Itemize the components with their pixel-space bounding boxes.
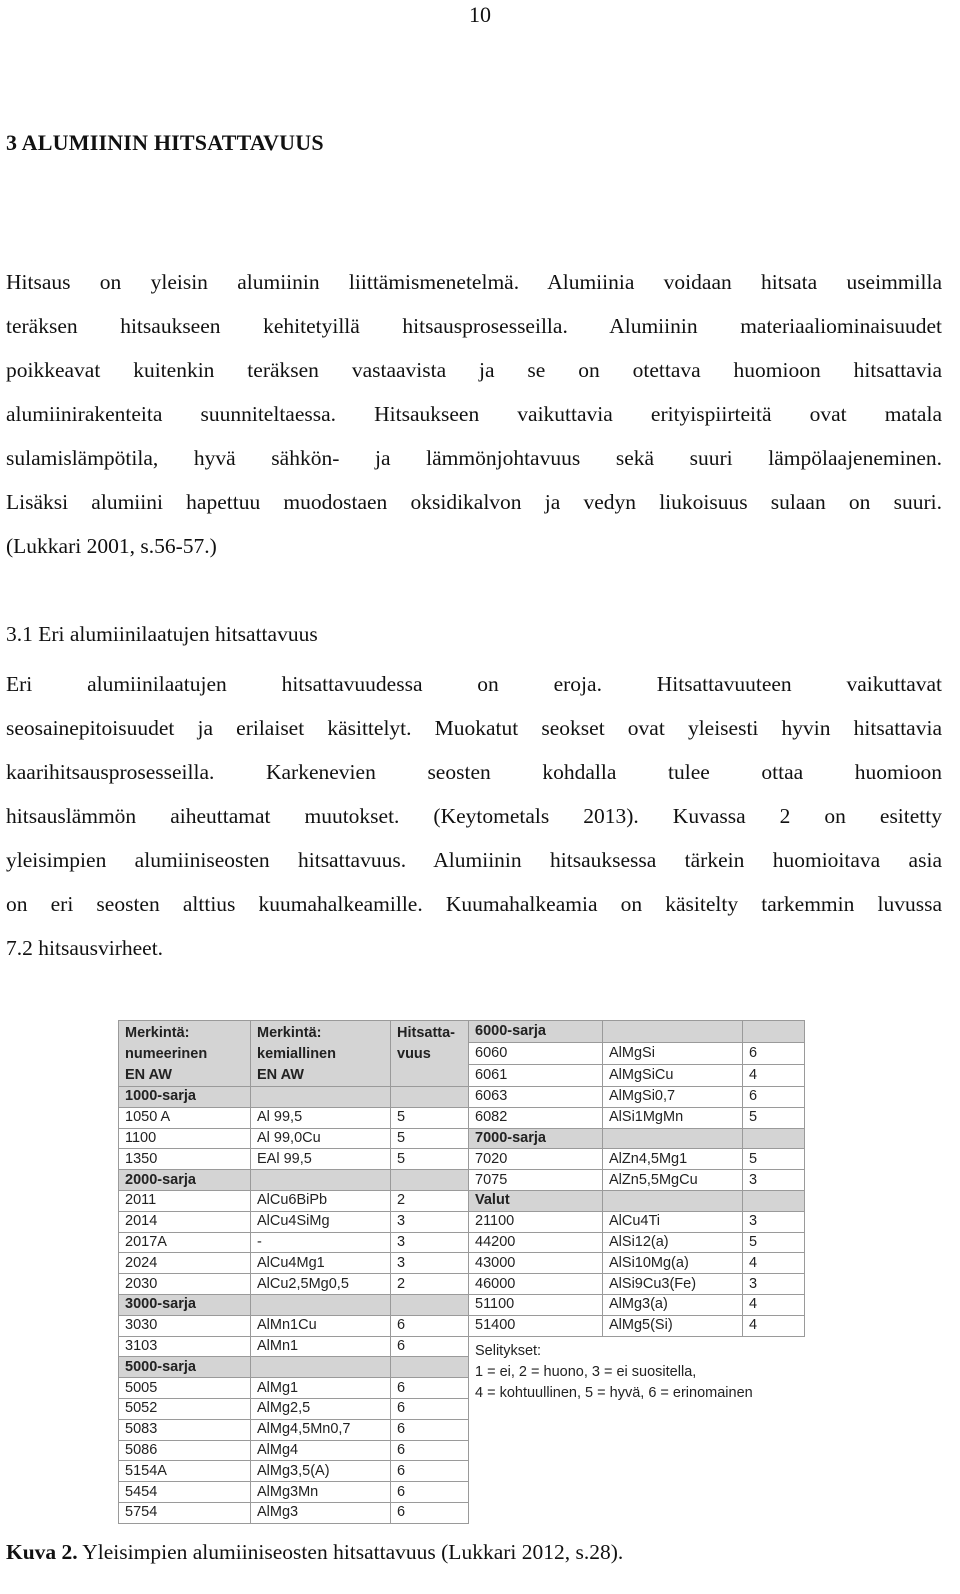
weldability-value: 6 (391, 1502, 469, 1523)
header-line: numeerinen (125, 1046, 208, 1062)
table-cell (743, 1128, 805, 1149)
header-line: Merkintä: (125, 1025, 190, 1041)
alloy-number: 2014 (119, 1211, 251, 1232)
text-line: yleisimpien alumiiniseosten hitsattavuus. Alumiinin hitsauksessa tärkein huomioitava asia (6, 848, 942, 872)
weldability-value: 5 (391, 1128, 469, 1149)
table-row (119, 1336, 805, 1357)
alloy-number: 1100 (119, 1128, 251, 1149)
alloy-number: 2011 (119, 1190, 251, 1211)
weldability-value: 4 (743, 1253, 805, 1274)
weldability-value: 6 (391, 1398, 469, 1419)
alloy-number: 7020 (469, 1149, 603, 1170)
alloy-chemical: AlMg3,5(A) (251, 1461, 391, 1482)
weldability-value: 6 (391, 1378, 469, 1399)
figure-caption (6, 1540, 623, 1565)
legend-line: 1 = ei, 2 = huono, 3 = ei suositella, (475, 1363, 697, 1380)
weldability-value: 6 (391, 1482, 469, 1503)
alloy-chemical: AlCu4Mg1 (251, 1253, 391, 1274)
header-chemical (251, 1021, 391, 1087)
weldability-value: 3 (391, 1211, 469, 1232)
weldability-value: 6 (391, 1315, 469, 1336)
alloy-chemical: EAl 99,5 (251, 1149, 391, 1170)
text-line: alumiinirakenteita suunniteltaessa. Hitsaukseen vaikuttavia erityispiirteitä ovat matala (6, 402, 942, 426)
text-line: kaarihitsausprosesseilla. Karkenevien seosten kohdalla tulee ottaa huomioon (6, 760, 942, 784)
page-number: 10 (469, 2, 491, 27)
table-row (119, 1315, 805, 1336)
text-line: on eri seosten alttius kuumahalkeamille. Kuumahalkeamia on käsitelty tarkemmin luvussa (6, 892, 942, 916)
header-line: EN AW (125, 1067, 172, 1083)
alloy-chemical: AlMg3Mn (251, 1482, 391, 1503)
table-cell (743, 1190, 805, 1211)
text-line: poikkeavat kuitenkin teräksen vastaavista ja se on otettava huomioon hitsattavia (6, 358, 942, 382)
table-cell (603, 1190, 743, 1211)
alloy-chemical: AlMg2,5 (251, 1398, 391, 1419)
paragraph-weldability (6, 662, 942, 970)
alloy-chemical: AlMn1Cu (251, 1315, 391, 1336)
table-row (119, 1128, 805, 1149)
table-row (119, 1274, 805, 1295)
weldability-value: 4 (743, 1315, 805, 1336)
alloy-chemical: AlCu6BiPb (251, 1190, 391, 1211)
table-cell (391, 1357, 469, 1378)
table-cell (391, 1294, 469, 1315)
table-cell (391, 1087, 469, 1108)
alloy-chemical: AlZn4,5Mg1 (603, 1149, 743, 1170)
table-cell (251, 1087, 391, 1108)
table-cell (743, 1021, 805, 1043)
alloy-chemical: Al 99,0Cu (251, 1128, 391, 1149)
weldability-value: 3 (391, 1232, 469, 1253)
alloy-number: 3030 (119, 1315, 251, 1336)
alloy-number: 5086 (119, 1440, 251, 1461)
alloy-chemical: AlCu2,5Mg0,5 (251, 1274, 391, 1295)
alloy-chemical: Al 99,5 (251, 1107, 391, 1128)
table-cell (251, 1357, 391, 1378)
weldability-value: 3 (743, 1274, 805, 1295)
alloy-chemical: AlCu4SiMg (251, 1211, 391, 1232)
table-cell (603, 1021, 743, 1043)
weldability-value: 2 (391, 1190, 469, 1211)
header-line: kemiallinen (257, 1046, 336, 1062)
table-row (119, 1149, 805, 1170)
alloy-number: 5005 (119, 1378, 251, 1399)
alloy-chemical: AlSi10Mg(a) (603, 1253, 743, 1274)
alloy-chemical: - (251, 1232, 391, 1253)
weldability-table-figure (118, 1020, 805, 1524)
text-line: Lisäksi alumiini hapettuu muodostaen oksidikalvon ja vedyn liukoisuus sulaan on suuri. (6, 490, 942, 514)
table-cell (251, 1294, 391, 1315)
alloy-number: 1350 (119, 1149, 251, 1170)
alloy-number: 2030 (119, 1274, 251, 1295)
alloy-number: 5754 (119, 1502, 251, 1523)
alloy-chemical: AlMgSi (603, 1043, 743, 1065)
table-row (119, 1232, 805, 1253)
text-line: sulamislämpötila, hyvä sähkön- ja lämmönjohtavuus sekä suuri lämpölaajeneminen. (6, 446, 942, 470)
alloy-number: 6060 (469, 1043, 603, 1065)
weldability-value: 5 (743, 1107, 805, 1128)
weldability-value: 3 (743, 1211, 805, 1232)
alloy-number: 5083 (119, 1419, 251, 1440)
alloy-chemical: AlMg1 (251, 1378, 391, 1399)
group-label: 7000-sarja (469, 1128, 603, 1149)
alloy-number: 6061 (469, 1065, 603, 1087)
text-line: (Lukkari 2001, s.56-57.) (6, 534, 217, 558)
alloy-number: 51100 (469, 1294, 603, 1315)
table-row (119, 1087, 805, 1108)
alloy-number: 3103 (119, 1336, 251, 1357)
group-label: 5000-sarja (119, 1357, 251, 1378)
header-weldability (391, 1021, 469, 1087)
alloy-chemical: AlMn1 (251, 1336, 391, 1357)
weldability-value: 4 (743, 1294, 805, 1315)
alloy-number: 5454 (119, 1482, 251, 1503)
alloy-chemical: AlMg4 (251, 1440, 391, 1461)
group-label: 3000-sarja (119, 1294, 251, 1315)
table-row (119, 1021, 805, 1043)
text-line: hitsauslämmön aiheuttamat muutokset. (Keytometals 2013). Kuvassa 2 on esitetty (6, 804, 942, 828)
table-row (119, 1211, 805, 1232)
weldability-value: 2 (391, 1274, 469, 1295)
text-line: teräksen hitsaukseen kehitetyillä hitsausprosesseilla. Alumiinin materiaaliominaisuudet (6, 314, 942, 338)
weldability-value: 5 (391, 1149, 469, 1170)
alloy-chemical: AlCu4Ti (603, 1211, 743, 1232)
alloy-chemical: AlSi12(a) (603, 1232, 743, 1253)
alloy-number: 1050 A (119, 1107, 251, 1128)
alloy-number: 7075 (469, 1170, 603, 1191)
header-line: Hitsatta- (397, 1025, 456, 1041)
weldability-value: 6 (391, 1440, 469, 1461)
alloy-number: 5052 (119, 1398, 251, 1419)
caption-label: Kuva 2. (6, 1540, 78, 1564)
alloy-number: 2024 (119, 1253, 251, 1274)
alloy-chemical: AlMg4,5Mn0,7 (251, 1419, 391, 1440)
group-label: 6000-sarja (469, 1021, 603, 1043)
weldability-value: 3 (743, 1170, 805, 1191)
text-line: 7.2 hitsausvirheet. (6, 936, 164, 960)
caption-text: Yleisimpien alumiiniseosten hitsattavuus (Lukkari 2012, s.28). (77, 1540, 624, 1564)
group-label: 2000-sarja (119, 1170, 251, 1191)
alloy-number: 51400 (469, 1315, 603, 1336)
group-label: 1000-sarja (119, 1087, 251, 1108)
table-row (119, 1190, 805, 1211)
chapter-heading: 3 ALUMIININ HITSATTAVUUS (6, 130, 324, 155)
weldability-value: 5 (743, 1149, 805, 1170)
alloy-chemical: AlMg3 (251, 1502, 391, 1523)
table-row (119, 1253, 805, 1274)
alloy-chemical: AlMg3(a) (603, 1294, 743, 1315)
header-numeric (119, 1021, 251, 1087)
alloy-number: 46000 (469, 1274, 603, 1295)
table-row (119, 1170, 805, 1191)
legend-line: Selitykset: (475, 1342, 542, 1359)
weldability-value: 6 (743, 1043, 805, 1065)
alloy-chemical: AlMg5(Si) (603, 1315, 743, 1336)
table-cell (251, 1170, 391, 1191)
table-cell (603, 1128, 743, 1149)
text-line: seosainepitoisuudet ja erilaiset käsittelyt. Muokatut seokset ovat yleisesti hyvin hitsattavia (6, 716, 942, 740)
alloy-number: 44200 (469, 1232, 603, 1253)
header-line: EN AW (257, 1067, 304, 1083)
text-line: Hitsaus on yleisin alumiinin liittämismenetelmä. Alumiinia voidaan hitsata useimmilla (6, 270, 942, 294)
alloy-number: 6082 (469, 1107, 603, 1128)
weldability-value: 6 (391, 1336, 469, 1357)
alloy-number: 6063 (469, 1087, 603, 1108)
alloy-chemical: AlMgSi0,7 (603, 1087, 743, 1108)
alloy-number: 5154A (119, 1461, 251, 1482)
legend (469, 1336, 805, 1523)
weldability-value: 6 (391, 1461, 469, 1482)
alloy-chemical: AlSi1MgMn (603, 1107, 743, 1128)
alloy-number: 43000 (469, 1253, 603, 1274)
header-line: vuus (397, 1046, 431, 1062)
text-line: Eri alumiinilaatujen hitsattavuudessa on eroja. Hitsattavuuteen vaikuttavat (6, 672, 942, 696)
section-heading: 3.1 Eri alumiinilaatujen hitsattavuus (6, 622, 318, 646)
weldability-value: 4 (743, 1065, 805, 1087)
alloy-number: 21100 (469, 1211, 603, 1232)
group-label: Valut (469, 1190, 603, 1211)
weldability-value: 6 (391, 1419, 469, 1440)
legend-line: 4 = kohtuullinen, 5 = hyvä, 6 = erinomainen (475, 1384, 753, 1401)
weldability-value: 5 (391, 1107, 469, 1128)
table-row (119, 1107, 805, 1128)
alloy-chemical: AlMgSiCu (603, 1065, 743, 1087)
alloy-chemical: AlSi9Cu3(Fe) (603, 1274, 743, 1295)
weldability-value: 3 (391, 1253, 469, 1274)
header-line: Merkintä: (257, 1025, 322, 1041)
alloy-chemical: AlZn5,5MgCu (603, 1170, 743, 1191)
table-row (119, 1294, 805, 1315)
weldability-value: 6 (743, 1087, 805, 1108)
paragraph-intro (6, 260, 942, 568)
weldability-value: 5 (743, 1232, 805, 1253)
weldability-table (118, 1020, 805, 1524)
table-cell (391, 1170, 469, 1191)
alloy-number: 2017A (119, 1232, 251, 1253)
